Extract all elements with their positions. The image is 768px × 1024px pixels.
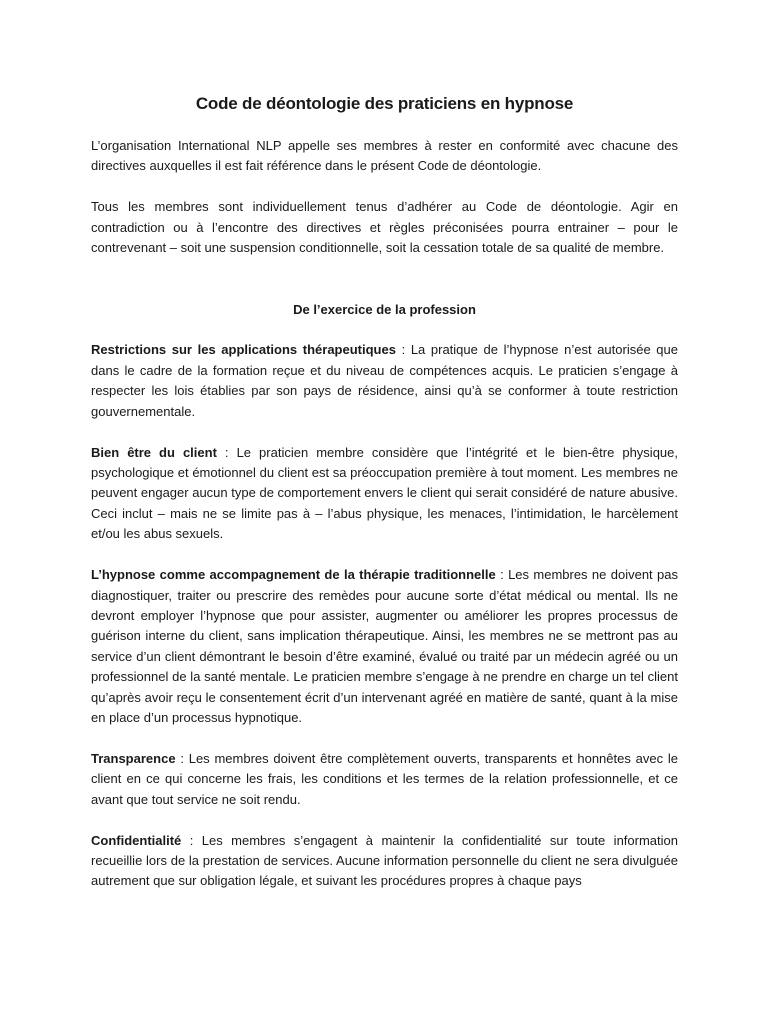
intro-paragraph-2: Tous les membres sont individuellement tenus d’adhérer au Code de déontologie. Agir en contradiction ou à l’encontre des directives et règles préconisées pourra entrainer – pour le contrevenant – soit une suspension conditionnelle, soit la cessation totale de sa qualité de membre. [91,199,678,256]
article-separator: : [216,444,237,460]
intro-paragraph-1: L’organisation International NLP appelle ses membres à rester en conformité avec chacune des directives auxquelles il est fait référence dans le présent Code de déontologie. [91,138,678,174]
article-term: Bien être du client [91,444,217,460]
article-separator: : [175,750,189,766]
article-text: Le praticien membre considère que l’intégrité et le bien-être physique, psychologique et émotionnel du client est sa préoccupation première à tout moment. Les membres ne peuvent engager aucun type de comportement envers le client qui serait considéré de nature abusive. Ceci inclut – mais ne se limite pas à – l’abus physique, les menaces, l’intimidation, le harcèlement et/ou les abus sexuels. [91,444,678,542]
article-separator: : [181,832,202,848]
article-text: Les membres doivent être complètement ouverts, transparents et honnêtes avec le client en ce qui concerne les frais, les conditions et les termes de la relation professionnelle, et ce avant que tout service ne soit rendu. [91,750,678,807]
article-term: Restrictions sur les applications thérapeutiques [91,342,396,358]
article-transparence [91,749,678,810]
article-text: Les membres ne doivent pas diagnostiquer, traiter ou prescrire des remèdes pour aucune sorte d’état médical ou mental. Ils ne devront employer l’hypnose que pour assister, augmenter ou améliorer les propres processus de guérison interne du client, sans implication thérapeutique. Ainsi, les membres ne se mettront pas au service d’un client démontrant le besoin d’être examiné, évalué ou traité par un médecin agréé ou un professionnel de la santé mentale. Le praticien membre s’engage à ne prendre en charge un tel client qu’après avoir reçu le consentement écrit d’un intervenant agréé en matière de santé, quant à la mise en place d’un processus hypnotique. [91,567,678,725]
article-bien-etre [91,443,678,545]
document-title: Code de déontologie des praticiens en hypnose [195,94,574,113]
article-text: Les membres s’engagent à maintenir la confidentialité sur toute information recueillie lors de la prestation de services. Aucune information personnelle du client ne sera divulguée autrement que sur obligation légale, et suivant les procédures propres à chaque pays [91,832,678,889]
article-separator: : [495,567,509,583]
article-term: Transparence [91,750,176,766]
article-restrictions [91,340,678,422]
article-term: L’hypnose comme accompagnement de la thérapie traditionnelle [91,567,496,583]
section-title: De l’exercice de la profession [293,301,476,317]
article-term: Confidentialité [91,832,182,848]
article-hypnose-therapie [91,565,678,728]
document-body [91,92,678,912]
article-confidentialite [91,831,678,892]
article-text: La pratique de l’hypnose n’est autorisée que dans le cadre de la formation reçue et du niveau de compétences acquis. Le praticien s’engage à respecter les lois établies par son pays de résidence, ainsi qu’à se conformer à toute restriction gouvernementale. [91,342,678,419]
article-separator: : [395,342,411,358]
